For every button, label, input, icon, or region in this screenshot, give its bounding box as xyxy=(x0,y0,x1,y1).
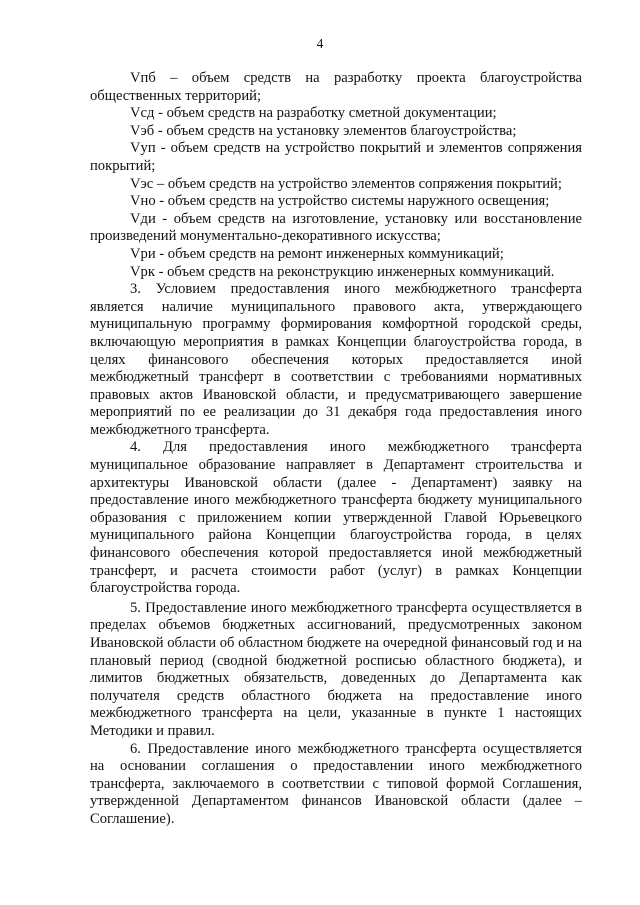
definition-vno: Vно - объем средств на устройство системы наружного освещения; xyxy=(130,193,550,210)
page-number: 4 xyxy=(316,36,324,51)
clause-5: 5. Предоставление иного межбюджетного трансферта осуществляется в пределах объемов бюджетных ассигнований, предусмотренных законом Ивановской области об областном бюджете на очередной финансовый год и на плановый период (сводной бюджетной росписью областного бюджета), и лимитов бюджетных обязательств, доведенных до Департамента как получателя средств областного бюджета на предоставление иного межбюджетного трансферта на цели, указанные в пункте 1 настоящих Методики и правил. xyxy=(90,599,582,739)
definition-vpb: Vпб – объем средств на разработку проекта благоустройства общественных территорий; xyxy=(90,70,582,104)
document-body xyxy=(90,70,582,829)
definition-vrk: Vрк - объем средств на реконструкцию инженерных коммуникаций. xyxy=(130,263,555,280)
definition-vdi: Vди - объем средств на изготовление, установку или восстановление произведений монументально-декоративного искусства; xyxy=(90,210,582,245)
definition-veb: Vэб - объем средств на установку элементов благоустройства; xyxy=(130,122,517,139)
definition-vsd: Vсд - объем средств на разработку сметной документации; xyxy=(130,105,497,122)
clause-3: 3. Условием предоставления иного межбюджетного трансферта является наличие муниципального правового акта, утверждающего муниципальную программу формирования комфортной городской среды, включающую мероприятия в рамках Концепции благоустройства города, в целях финансового обеспечения которых предоставляется иной межбюджетный трансферт в соответствии с требованиями нормативных правовых актов Ивановской области, и предусматривающего завершение мероприятий по ее реализации до 31 декабря года предоставления иного межбюджетного трансферта. xyxy=(90,281,582,438)
definition-ves: Vэс – объем средств на устройство элементов сопряжения покрытий; xyxy=(130,175,562,192)
clause-4: 4. Для предоставления иного межбюджетного трансферта муниципальное образование направляет в Департамент строительства и архитектуры Ивановской области (далее - Департамент) заявку на предоставление иного межбюджетного трансферта бюджету муниципального образования с приложением копии утвержденной Главой Юрьевецкого муниципального района Концепции благоустройства города, в целях финансового обеспечения которой предоставляется иной межбюджетный трансферт, и расчета стоимости работ (услуг) в рамках Концепции благоустройства города. xyxy=(90,439,582,597)
definition-vri: Vри - объем средств на ремонт инженерных коммуникаций; xyxy=(130,245,504,262)
clause-6: 6. Предоставление иного межбюджетного трансферта осуществляется на основании соглашения о предоставлении иного межбюджетного трансферта, заключаемого в соответствии с типовой формой Соглашения, утвержденной Департаментом финансов Ивановской области (далее – Соглашение). xyxy=(90,740,582,827)
definition-vup: Vуп - объем средств на устройство покрытий и элементов сопряжения покрытий; xyxy=(90,140,582,174)
